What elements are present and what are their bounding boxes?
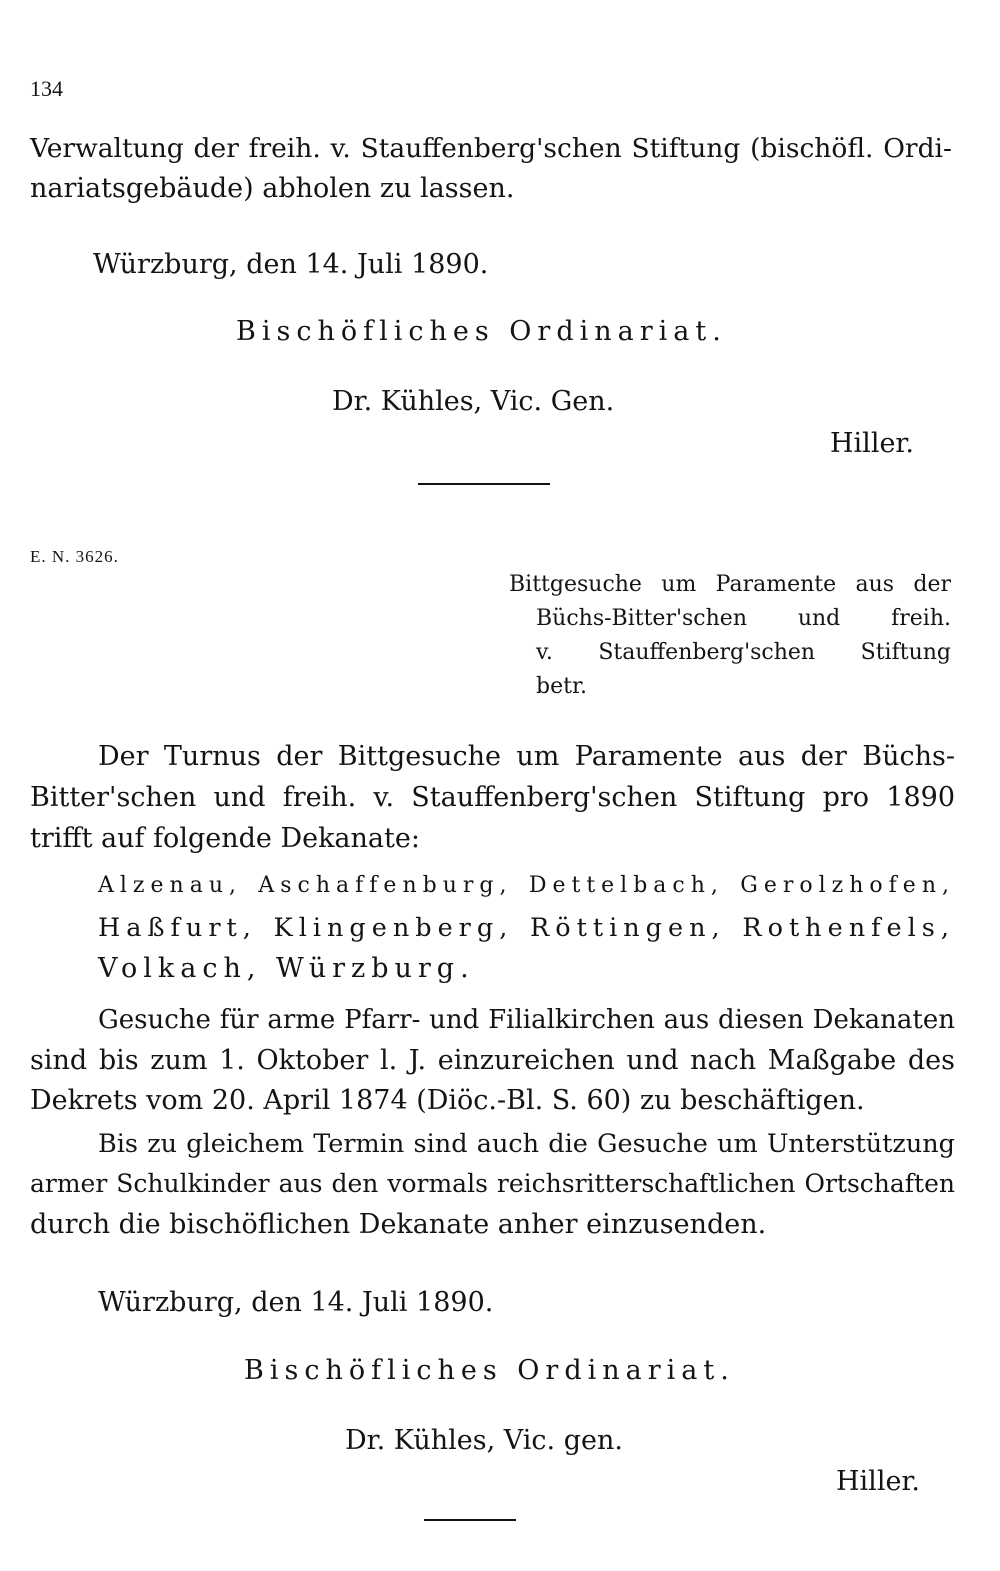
body-line: armer Schulkinder aus den vormals reichsritterschaftlichen Ortschaften: [30, 1169, 955, 1198]
place-date: Würzburg, den 14. Juli 1890.: [93, 249, 489, 280]
subject-line: betr.: [536, 674, 588, 699]
body-line: Bitter'schen und freih. v. Stauffenberg'schen Stiftung pro 1890: [30, 782, 955, 813]
countersign: Hiller.: [836, 1466, 920, 1497]
body-line: Gesuche für arme Pfarr- und Filialkirchen aus diesen Dekanaten: [98, 1005, 955, 1035]
body-line: Der Turnus der Bittgesuche um Paramente aus der Büchs-: [98, 741, 955, 772]
section-divider: [424, 1519, 516, 1521]
body-line: Dekrets vom 20. April 1874 (Diöc.-Bl. S. 60) zu beschäftigen.: [30, 1085, 865, 1116]
section-divider: [418, 483, 550, 485]
deanery-list-line: Haßfurt, Klingenberg, Röttingen, Rothenfels,: [98, 913, 955, 943]
signatory: Dr. Kühles, Vic. Gen.: [332, 386, 615, 417]
authority-title: Bischöfliches Ordinariat.: [244, 1355, 735, 1386]
authority-title: Bischöfliches Ordinariat.: [236, 316, 727, 347]
body-line: sind bis zum 1. Oktober l. J. einzureichen und nach Maßgabe des: [30, 1045, 955, 1076]
place-date: Würzburg, den 14. Juli 1890.: [98, 1287, 494, 1318]
body-line: nariatsgebäude) abholen zu lassen.: [30, 173, 515, 204]
subject-line: Bittgesuche um Paramente aus der: [509, 572, 951, 597]
page-number: 134: [30, 76, 63, 101]
countersign: Hiller.: [830, 428, 914, 459]
subject-line: Büchs-Bitter'schen und freih.: [536, 606, 951, 631]
body-line: Verwaltung der freih. v. Stauffenberg'schen Stiftung (bischöfl. Ordi-: [30, 133, 952, 164]
deanery-list-line: Volkach, Würzburg.: [98, 953, 475, 984]
entry-number: E. N. 3626.: [30, 547, 119, 566]
signatory: Dr. Kühles, Vic. gen.: [345, 1425, 623, 1456]
subject-line: v. Stauffenberg'schen Stiftung: [536, 640, 951, 665]
body-line: trifft auf folgende Dekanate:: [30, 823, 420, 854]
deanery-list-line: Alzenau, Aschaffenburg, Dettelbach, Gerolzhofen,: [98, 873, 955, 898]
body-line: Bis zu gleichem Termin sind auch die Gesuche um Unterstützung: [98, 1129, 955, 1159]
body-line: durch die bischöflichen Dekanate anher einzusenden.: [30, 1209, 767, 1240]
